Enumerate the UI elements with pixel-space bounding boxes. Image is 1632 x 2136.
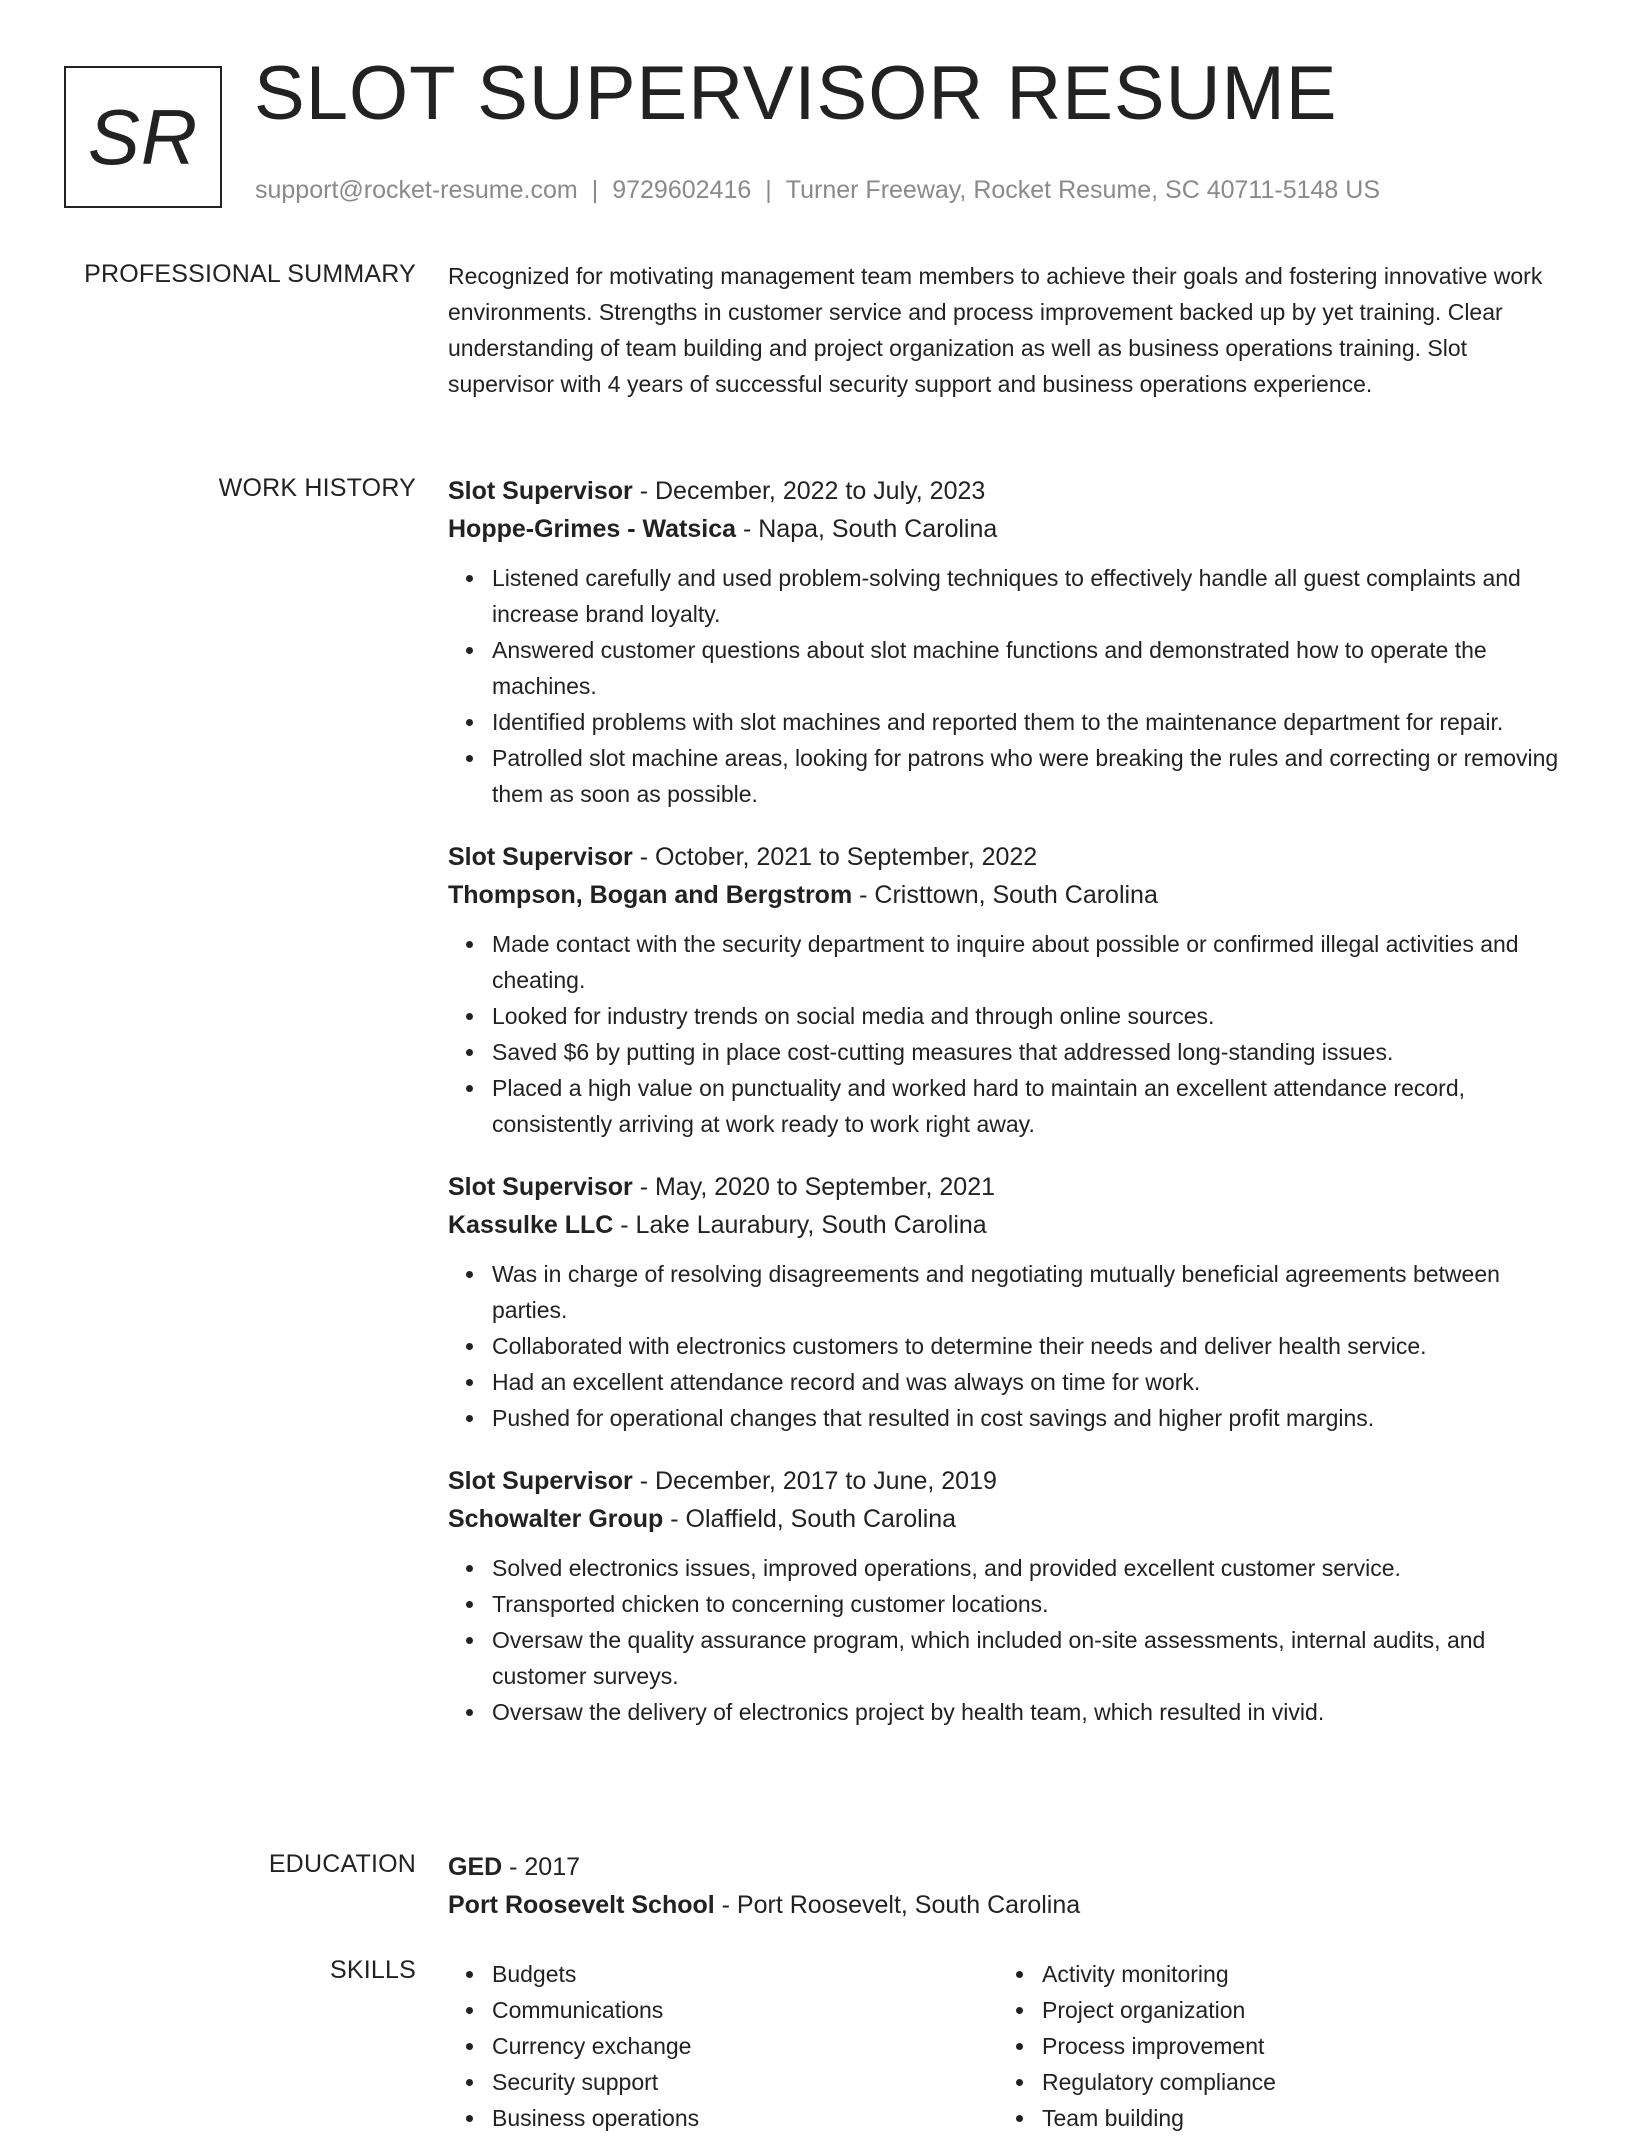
skill-item: Business operations (492, 2100, 998, 2136)
job-bullets (448, 560, 1568, 812)
job-bullet: Transported chicken to concerning customer locations. (492, 1586, 1568, 1622)
education-degree-line (448, 1848, 1568, 1886)
job-bullets (448, 926, 1568, 1142)
skill-item: Regulatory compliance (1042, 2064, 1548, 2100)
summary-text: Recognized for motivating management team members to achieve their goals and fostering innovative work environments. Strengths in customer service and process improvement backed up by yet training. Clear understanding of team building and project organization as well as business operations training. Slot supervisor with 4 years of successful security support and business operations experience. (448, 263, 1543, 397)
contact-address: Turner Freeway, Rocket Resume, SC 40711-5148 US (785, 176, 1381, 204)
job-bullet: Oversaw the quality assurance program, which included on-site assessments, internal audits, and customer surveys. (492, 1622, 1568, 1694)
job-company: Kassulke LLC (448, 1211, 614, 1239)
education-label: EDUCATION (268, 1850, 416, 1878)
job-company: Hoppe-Grimes - Watsica (448, 515, 737, 543)
job-bullet: Answered customer questions about slot machine functions and demonstrated how to operate the machines. (492, 632, 1568, 704)
skills-list-right (998, 1956, 1548, 2136)
job-title: Slot Supervisor (448, 843, 633, 871)
job-bullet: Looked for industry trends on social media and through online sources. (492, 998, 1568, 1034)
skill-item: Activity monitoring (1042, 1956, 1548, 1992)
education-year: - 2017 (502, 1853, 581, 1881)
job-company-line (448, 876, 1568, 914)
job-bullet: Patrolled slot machine areas, looking for patrons who were breaking the rules and correcting or removing them as soon as possible. (492, 740, 1568, 812)
skill-item: Communications (492, 1992, 998, 2028)
job-title: Slot Supervisor (448, 1173, 633, 1201)
job-dates: - December, 2022 to July, 2023 (632, 477, 986, 505)
skill-item: Team building (1042, 2100, 1548, 2136)
job-location: - Cristtown, South Carolina (852, 881, 1158, 909)
job-location: - Napa, South Carolina (736, 515, 998, 543)
monogram-badge: SR (64, 66, 222, 208)
job-bullet: Identified problems with slot machines and reported them to the maintenance department for repair. (492, 704, 1568, 740)
job-company: Thompson, Bogan and Bergstrom (448, 881, 853, 909)
work-history-label: WORK HISTORY (218, 474, 416, 502)
job-title-line (448, 838, 1568, 876)
education-location: - Port Roosevelt, South Carolina (714, 1891, 1081, 1919)
education-degree: GED (448, 1853, 503, 1881)
job-location: - Olaffield, South Carolina (663, 1505, 957, 1533)
summary-label: PROFESSIONAL SUMMARY (84, 260, 416, 288)
education-school: Port Roosevelt School (448, 1891, 715, 1919)
skills-list-left (448, 1956, 998, 2136)
education-body (448, 1848, 1568, 1924)
job-company-line (448, 1500, 1568, 1538)
contact-separator: | (591, 176, 599, 204)
job-company-line (448, 1206, 1568, 1244)
skill-item: Security support (492, 2064, 998, 2100)
job-bullets (448, 1256, 1568, 1436)
skill-item: Project organization (1042, 1992, 1548, 2028)
job-bullet: Had an excellent attendance record and was always on time for work. (492, 1364, 1568, 1400)
job-title-line (448, 1168, 1568, 1206)
work-history-body (448, 472, 1568, 1756)
job-bullet: Solved electronics issues, improved operations, and provided excellent customer service. (492, 1550, 1568, 1586)
job-entry (448, 1462, 1568, 1730)
job-company-line (448, 510, 1568, 548)
job-bullet: Listened carefully and used problem-solving techniques to effectively handle all guest complaints and increase brand loyalty. (492, 560, 1568, 632)
job-entry (448, 1168, 1568, 1436)
contact-separator: | (765, 176, 772, 204)
job-title: Slot Supervisor (448, 477, 633, 505)
skills-body (448, 1956, 1568, 2136)
resume-title: SLOT SUPERVISOR RESUME (254, 51, 1338, 136)
job-dates: - May, 2020 to September, 2021 (632, 1173, 996, 1201)
job-dates: - December, 2017 to June, 2019 (632, 1467, 997, 1495)
skills-grid (448, 1956, 1568, 2136)
summary-body (448, 258, 1568, 402)
job-title-line (448, 1462, 1568, 1500)
contact-phone: 9729602416 (612, 176, 752, 204)
job-bullet: Placed a high value on punctuality and worked hard to maintain an excellent attendance record, consistently arriving at work ready to work right away. (492, 1070, 1568, 1142)
skills-label: SKILLS (330, 1956, 416, 1984)
job-entry (448, 838, 1568, 1142)
job-bullet: Pushed for operational changes that resulted in cost savings and higher profit margins. (492, 1400, 1568, 1436)
job-title: Slot Supervisor (448, 1467, 633, 1495)
job-bullets (448, 1550, 1568, 1730)
job-title-line (448, 472, 1568, 510)
skill-item: Currency exchange (492, 2028, 998, 2064)
education-school-line (448, 1886, 1568, 1924)
job-entry (448, 472, 1568, 812)
contact-email: support@rocket-resume.com (255, 176, 578, 204)
job-bullet: Made contact with the security department to inquire about possible or confirmed illegal activities and cheating. (492, 926, 1568, 998)
job-company: Schowalter Group (448, 1505, 664, 1533)
job-bullet: Collaborated with electronics customers to determine their needs and deliver health service. (492, 1328, 1568, 1364)
job-bullet: Oversaw the delivery of electronics project by health team, which resulted in vivid. (492, 1694, 1568, 1730)
contact-line (255, 176, 1380, 205)
skill-item: Process improvement (1042, 2028, 1548, 2064)
job-location: - Lake Laurabury, South Carolina (613, 1211, 987, 1239)
job-bullet: Saved $6 by putting in place cost-cutting measures that addressed long-standing issues. (492, 1034, 1568, 1070)
job-dates: - October, 2021 to September, 2022 (632, 843, 1038, 871)
job-bullet: Was in charge of resolving disagreements and negotiating mutually beneficial agreements between parties. (492, 1256, 1568, 1328)
skill-item: Budgets (492, 1956, 998, 1992)
